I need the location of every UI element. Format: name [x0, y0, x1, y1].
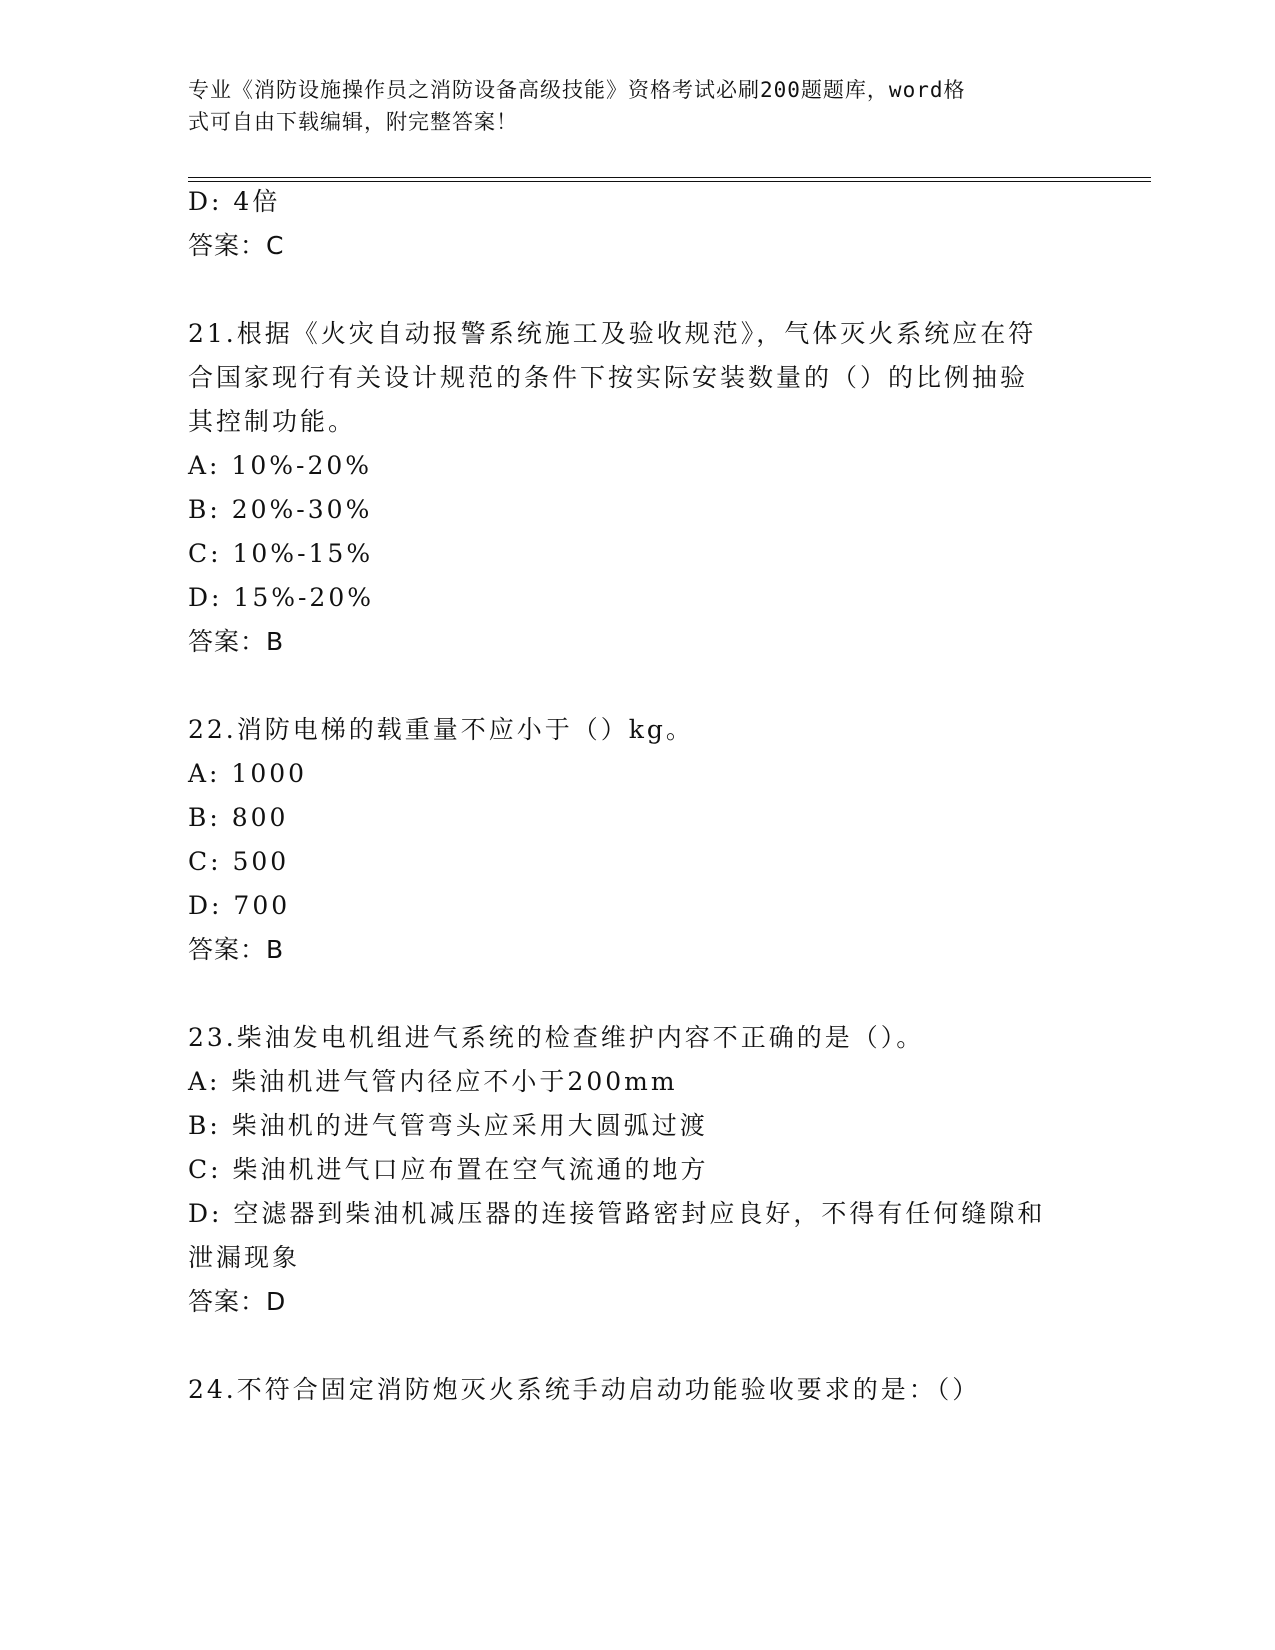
question-23-option-d-continued: 泄漏现象	[188, 1243, 301, 1272]
question-22-option-d: D: 700	[188, 891, 291, 920]
question-21-option-b: B: 20%-30%	[188, 495, 373, 524]
question-21-answer: 答案：B	[188, 627, 285, 656]
question-23-option-b: B: 柴油机的进气管弯头应采用大圆弧过渡	[188, 1111, 708, 1140]
question-21-option-a: A: 10%-20%	[188, 451, 373, 480]
answer-line: 答案：C	[188, 231, 285, 260]
question-21-option-d: D: 15%-20%	[188, 583, 374, 612]
header-line-2: 式可自由下载编辑，附完整答案！	[188, 110, 518, 134]
question-21-text-3: 其控制功能。	[188, 407, 357, 436]
option-d: D: 4倍	[188, 187, 281, 216]
question-22-option-b: B: 800	[188, 803, 289, 832]
question-21-text-1: 21.根据《火灾自动报警系统施工及验收规范》，气体灭火系统应在符	[188, 319, 1037, 348]
question-22-text: 22.消防电梯的载重量不应小于（）kg。	[188, 715, 694, 744]
document-header	[188, 74, 1068, 138]
question-21-text-2: 合国家现行有关设计规范的条件下按实际安装数量的（）的比例抽验	[188, 363, 1029, 392]
question-22-option-c: C: 500	[188, 847, 290, 876]
question-23-text: 23.柴油发电机组进气系统的检查维护内容不正确的是（）。	[188, 1023, 925, 1052]
question-23-answer: 答案：D	[188, 1287, 287, 1316]
question-22-option-a: A: 1000	[188, 759, 308, 788]
header-divider-top	[188, 177, 1151, 178]
question-23-option-a: A: 柴油机进气管内径应不小于200mm	[188, 1067, 678, 1096]
question-22-answer: 答案：B	[188, 935, 285, 964]
question-21-option-c: C: 10%-15%	[188, 539, 374, 568]
question-24-text: 24.不符合固定消防炮灭火系统手动启动功能验收要求的是：（）	[188, 1375, 981, 1404]
header-line-1: 专业《消防设施操作员之消防设备高级技能》资格考试必刷200题题库，word格	[188, 78, 966, 102]
header-divider-bottom	[188, 181, 1151, 182]
question-23-option-c: C: 柴油机进气口应布置在空气流通的地方	[188, 1155, 709, 1184]
question-23-option-d: D: 空滤器到柴油机减压器的连接管路密封应良好，不得有任何缝隙和	[188, 1199, 1046, 1228]
